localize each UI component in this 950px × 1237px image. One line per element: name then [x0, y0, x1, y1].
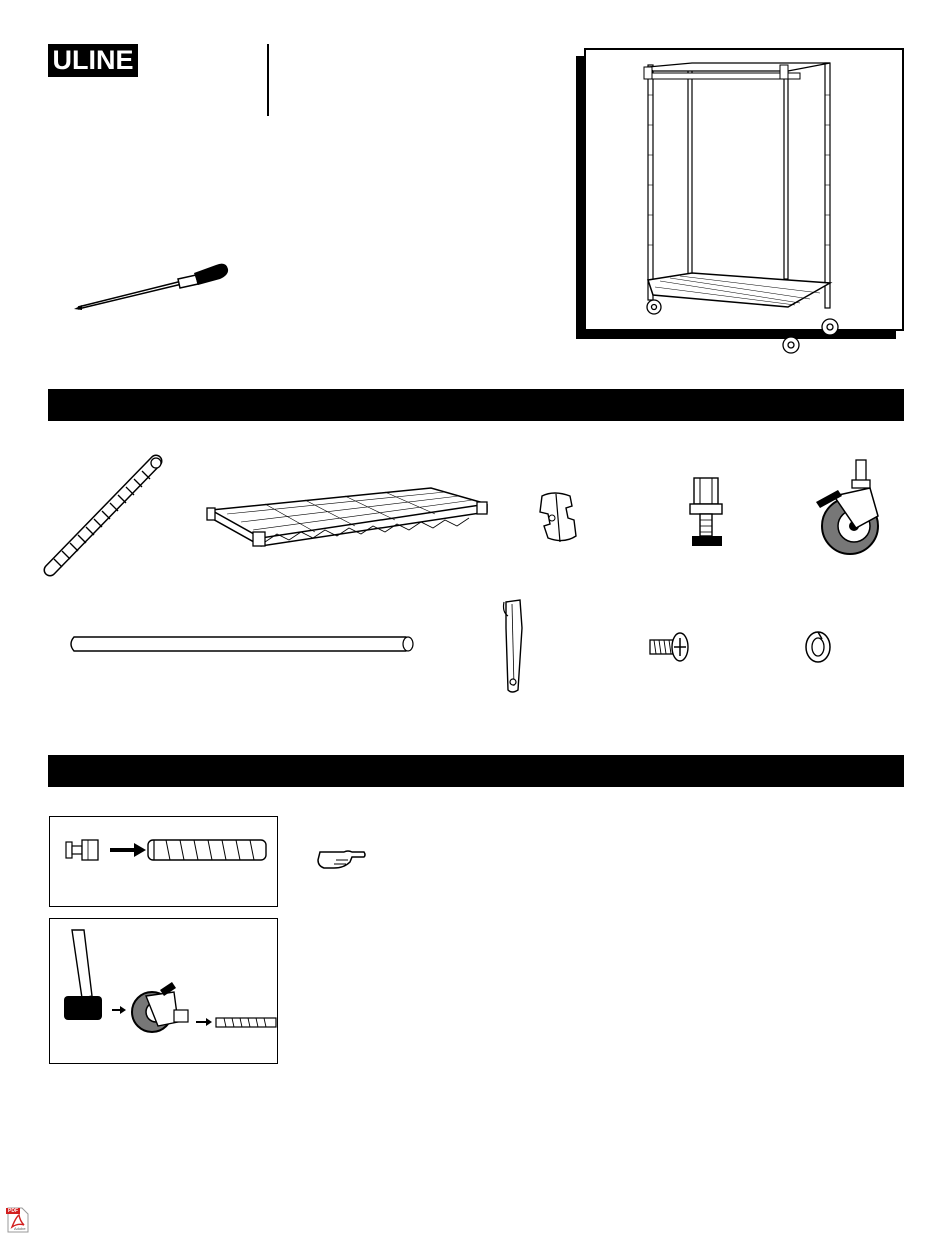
post-icon	[40, 455, 170, 580]
header-divider	[267, 44, 269, 116]
stem-into-post-diagram	[60, 834, 272, 868]
hanging-rod-icon	[66, 633, 420, 655]
mallet-caster-diagram	[56, 926, 276, 1056]
lock-washer-icon	[800, 628, 836, 666]
pdf-file-icon[interactable]	[6, 1207, 30, 1233]
pdf-badge: PDF	[8, 1208, 18, 1214]
assembly-section-header	[48, 755, 904, 787]
screwdriver-icon	[70, 255, 230, 315]
garment-rack-illustration	[620, 55, 860, 365]
parts-section-header	[48, 389, 904, 421]
wire-shelf-icon	[205, 482, 495, 552]
caster-stem-icon	[686, 474, 732, 554]
screw-icon	[646, 630, 696, 664]
uline-logo: ULINE	[48, 44, 138, 77]
pdf-badge-sub: Adobe	[14, 1226, 26, 1231]
caster-wheel-icon	[812, 456, 892, 556]
pointing-hand-icon	[314, 846, 366, 872]
rod-bracket-icon	[498, 598, 534, 698]
split-sleeve-icon	[530, 490, 590, 550]
